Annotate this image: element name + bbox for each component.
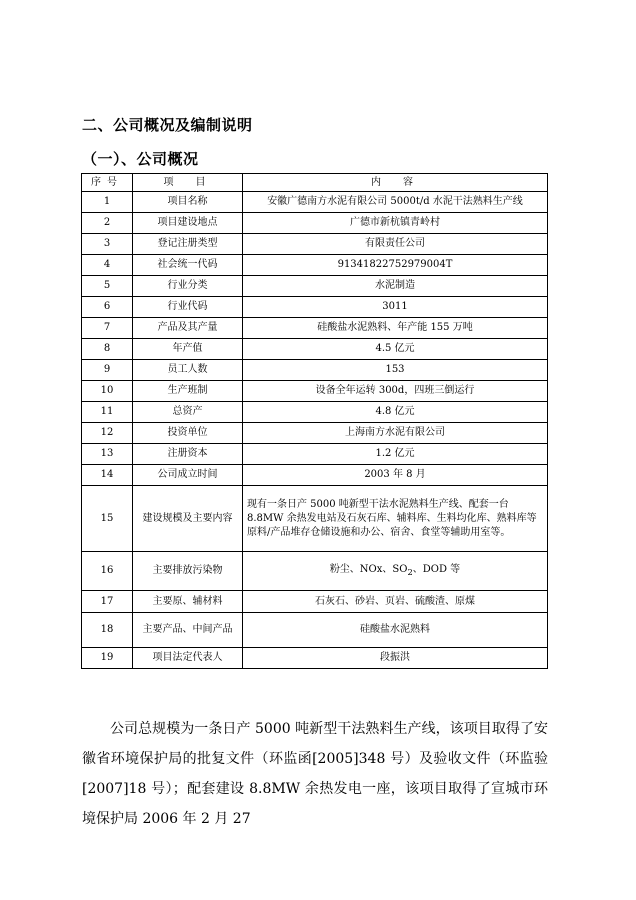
row-content: 91341822752979004T [243, 255, 548, 276]
row-content: 上海南方水泥有限公司 [243, 423, 548, 444]
company-overview-table [81, 173, 548, 669]
row-content: 1.2 亿元 [243, 444, 548, 465]
row-item: 产品及其产量 [133, 318, 243, 339]
row-no: 19 [82, 648, 133, 669]
row-no: 7 [82, 318, 133, 339]
row-no: 5 [82, 276, 133, 297]
row-no: 17 [82, 591, 133, 613]
row-content: 硅酸盐水泥熟料、年产能 155 万吨 [243, 318, 548, 339]
row-content: 设备全年运转 300d，四班三倒运行 [243, 381, 548, 402]
row-content: 2003 年 8 月 [243, 465, 548, 486]
row-item: 员工人数 [133, 360, 243, 381]
table-row [82, 234, 548, 255]
table-row [82, 276, 548, 297]
row-content: 153 [243, 360, 548, 381]
pollutant-subscript: 2 [407, 567, 413, 577]
row-content: 3011 [243, 297, 548, 318]
row-content: 4.5 亿元 [243, 339, 548, 360]
row-content: 有限责任公司 [243, 234, 548, 255]
row-item: 建设规模及主要内容 [133, 486, 243, 552]
row-no: 2 [82, 213, 133, 234]
row-item: 行业分类 [133, 276, 243, 297]
row-item: 主要排放污染物 [133, 552, 243, 591]
table-row [82, 444, 548, 465]
row-no: 4 [82, 255, 133, 276]
row-no: 18 [82, 613, 133, 648]
row-no: 10 [82, 381, 133, 402]
row-no: 16 [82, 552, 133, 591]
header-content: 内 容 [243, 174, 548, 192]
table-row [82, 318, 548, 339]
header-item: 项 目 [133, 174, 243, 192]
row-item: 主要产品、中间产品 [133, 613, 243, 648]
table-row [82, 339, 548, 360]
subsection-title: （一）、公司概况 [82, 150, 199, 168]
section-title: 二、公司概况及编制说明 [82, 116, 253, 134]
row-item: 社会统一代码 [133, 255, 243, 276]
row-item: 生产班制 [133, 381, 243, 402]
row-content: 段振洪 [243, 648, 548, 669]
row-content: 水泥制造 [243, 276, 548, 297]
row-item: 年产值 [133, 339, 243, 360]
pollutant-text-suffix: 、DOD 等 [412, 564, 461, 575]
table-row [82, 213, 548, 234]
row-no: 12 [82, 423, 133, 444]
table-row [82, 402, 548, 423]
row-no: 1 [82, 192, 133, 213]
pollutant-text: 粉尘、NOx、SO [329, 564, 408, 575]
table-row [82, 255, 548, 276]
row-item: 项目名称 [133, 192, 243, 213]
row-item: 总资产 [133, 402, 243, 423]
table-row [82, 465, 548, 486]
table-row [82, 381, 548, 402]
table-row [82, 613, 548, 648]
row-item: 注册资本 [133, 444, 243, 465]
row-no: 14 [82, 465, 133, 486]
row-item: 项目建设地点 [133, 213, 243, 234]
row-item: 登记注册类型 [133, 234, 243, 255]
row-item: 主要原、辅材料 [133, 591, 243, 613]
row-no: 15 [82, 486, 133, 552]
row-content: 现有一条日产 5000 吨新型干法水泥熟料生产线、配套一台 8.8MW 余热发电站及石灰石库、辅料库、生料均化库、熟料库等原料/产品堆存仓储设施和办公、宿舍、食堂等辅助用室等。 [243, 486, 548, 552]
table-row [82, 591, 548, 613]
table-row [82, 192, 548, 213]
row-no: 6 [82, 297, 133, 318]
body-paragraph: 公司总规模为一条日产 5000 吨新型干法熟料生产线，该项目取得了安徽省环境保护局的批复文件（环监函[2005]348 号）及验收文件（环监验[2007]18 号）；配套建设 8.8MW 余热发电一座，该项目取得了宣城市环境保护局 2006 年 2 月 27 [82, 721, 548, 827]
row-item: 行业代码 [133, 297, 243, 318]
table-row [82, 552, 548, 591]
table-row [82, 297, 548, 318]
row-content: 安徽广德南方水泥有限公司 5000t/d 水泥干法熟料生产线 [243, 192, 548, 213]
row-item: 公司成立时间 [133, 465, 243, 486]
row-content: 硅酸盐水泥熟料 [243, 613, 548, 648]
row-content: 石灰石、砂岩、页岩、硫酸渣、原煤 [243, 591, 548, 613]
row-no: 8 [82, 339, 133, 360]
table-row [82, 648, 548, 669]
row-no: 11 [82, 402, 133, 423]
table-header-row [82, 174, 548, 192]
row-content [243, 552, 548, 591]
row-item: 投资单位 [133, 423, 243, 444]
row-content: 4.8 亿元 [243, 402, 548, 423]
row-no: 9 [82, 360, 133, 381]
table-row [82, 423, 548, 444]
row-content: 广德市新杭镇青岭村 [243, 213, 548, 234]
header-no: 序号 [82, 174, 133, 192]
table-row [82, 360, 548, 381]
row-no: 3 [82, 234, 133, 255]
row-item: 项目法定代表人 [133, 648, 243, 669]
table-row [82, 486, 548, 552]
row-no: 13 [82, 444, 133, 465]
